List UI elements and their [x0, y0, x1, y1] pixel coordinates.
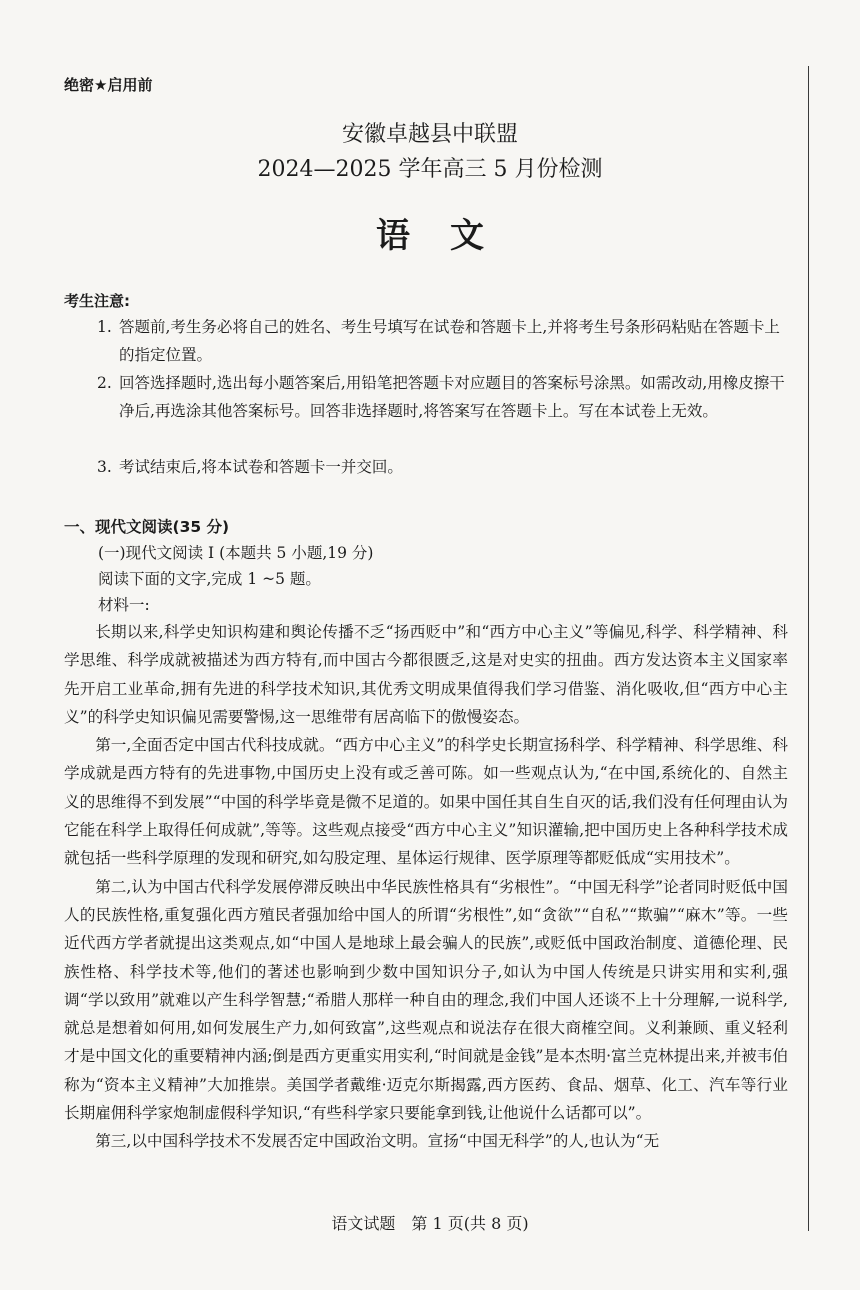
passage-paragraph: 第二,认为中国古代科学发展停滞反映出中华民族性格具有“劣根性”。“中国无科学”论者同时贬低中国人的民族性格,重复强化西方殖民者强加给中国人的所谓“劣根性”,如“贪欲”“自私”“欺骗”“麻木”等。一些近代西方学者就提出这类观点,如“中国人是地球上最会骗人的民族”,或贬低中国政治制度、道德伦理、民族性格、科学技术等,他们的著述也影响到少数中国知识分子,如认为中国人传统是只讲实用和实利,强调“学以致用”就难以产生科学智慧;“希腊人那样一种自由的理念,我们中国人还谈不上十分理解,一说科学,就总是想着如何用,如何发展生产力,如何致富”,这些观点和说法存在很大商榷空间。义利兼顾、重义轻利才是中国文化的重要精神内涵;倒是西方更重实用实利,“时间就是金钱”是本杰明·富兰克林提出来,并被韦伯称为“资本主义精神”大加推崇。美国学者戴维·迈克尔斯揭露,西方医药、食品、烟草、化工、汽车等行业长期雇佣科学家炮制虚假科学知识,“有些科学家只要能拿到钱,让他说什么话都可以”。: [64, 877, 788, 1123]
material-label: 材料一:: [98, 596, 150, 614]
notice-item: [97, 369, 787, 425]
organization-title: 安徽卓越县中联盟: [341, 122, 518, 147]
section-subtitle: (一)现代文阅读 Ⅰ (本题共 5 小题,19 分): [98, 544, 374, 562]
notice-item-number: 3.: [97, 458, 112, 476]
passage-paragraph: 长期以来,科学史知识构建和舆论传播不乏“扬西贬中”和“西方中心主义”等偏见,科学、科学精神、科学思维、科学成就被描述为西方特有,而中国古今都很匮乏,这是对史实的扭曲。西方发达资本主义国家率先开启工业革命,拥有先进的科学技术知识,其优秀文明成果值得我们学习借鉴、消化吸收,但“西方中心主义”的科学史知识偏见需要警惕,这一思维带有居高临下的傲慢姿态。: [64, 623, 788, 726]
passage-paragraph: 第三,以中国科学技术不发展否定中国政治文明。宣扬“中国无科学”的人,也认为“无: [95, 1132, 660, 1151]
notice-item-number: 1.: [97, 318, 112, 336]
page-footer: 语文试题 第 1 页(共 8 页): [331, 1214, 529, 1233]
subject-title: 语文: [376, 216, 524, 256]
notice-item: [97, 453, 787, 481]
confidential-label: 绝密★启用前: [64, 76, 153, 94]
passage-paragraph: 第一,全面否定中国古代科技成就。“西方中心主义”的科学史长期宣扬科学、科学精神、科学思维、科学成就是西方特有的先进事物,中国历史上没有或乏善可陈。如一些观点认为,“在中国,系统化的、自然主义的思维得不到发展”“中国的科学毕竟是微不足道的。如果中国任其自生自灭的话,我们没有任何理由认为它能在科学上取得任何成就”,等等。这些观点接受“西方中心主义”知识灌输,把中国历史上各种科学技术成就包括一些科学原理的发现和研究,如勾股定理、星体运行规律、医学原理等都贬低成“实用技术”。: [64, 736, 788, 868]
notice-item-text: 考试结束后,将本试卷和答题卡一并交回。: [119, 458, 403, 476]
section-instruction: 阅读下面的文字,完成 1 ~5 题。: [98, 570, 321, 588]
notice-item-text: 答题前,考生务必将自己的姓名、考生号填写在试卷和答题卡上,并将考生号条形码粘贴在答题卡上的指定位置。: [119, 318, 780, 364]
notice-item-text: 回答选择题时,选出每小题答案后,用铅笔把答题卡对应题目的答案标号涂黑。如需改动,用橡皮擦干净后,再选涂其他答案标号。回答非选择题时,将答案写在答题卡上。写在本试卷上无效。: [119, 374, 785, 420]
notice-title: 考生注意:: [64, 292, 130, 310]
reading-passage: [64, 618, 788, 1156]
exam-term-title: 2024—2025 学年高三 5 月份检测: [257, 157, 603, 182]
notice-item: [97, 313, 787, 369]
notice-item-number: 2.: [97, 374, 112, 392]
section-title: 一、现代文阅读(35 分): [64, 518, 230, 536]
